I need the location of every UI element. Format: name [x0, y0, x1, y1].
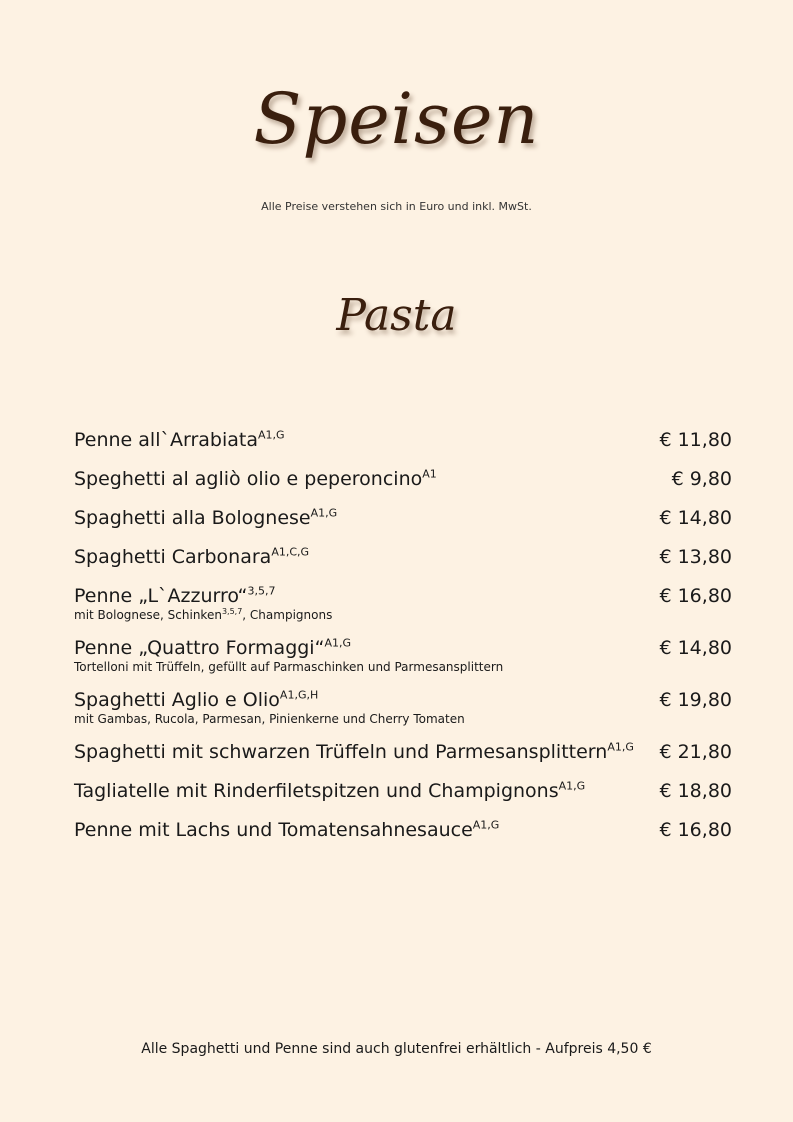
- page-title: Speisen: [253, 78, 540, 160]
- menu-item-price: € 14,80: [659, 507, 732, 529]
- menu-item-price: € 9,80: [671, 468, 732, 490]
- section-title: Pasta: [336, 290, 457, 341]
- menu-item-price: € 21,80: [659, 741, 732, 763]
- allergen-codes: 3,5,7: [247, 584, 276, 598]
- menu-item: [74, 465, 732, 493]
- menu-list: [74, 426, 732, 855]
- menu-item-name: Penne mit Lachs und Tomatensahnesauce: [74, 819, 473, 841]
- menu-item-name: Penne „L`Azzurro“: [74, 585, 248, 607]
- description-text: mit Bolognese, Schinken: [74, 608, 222, 622]
- price-note: Alle Preise verstehen sich in Euro und inkl. MwSt.: [261, 200, 532, 213]
- menu-item-price: € 19,80: [659, 689, 732, 711]
- menu-item-name: Spaghetti alla Bolognese: [74, 507, 311, 529]
- allergen-codes: A1,G: [607, 740, 634, 754]
- allergen-codes: A1,G,H: [279, 688, 319, 702]
- menu-item: [74, 504, 732, 532]
- menu-item: [74, 543, 732, 571]
- menu-item-name: Penne „Quattro Formaggi“: [74, 637, 325, 659]
- allergen-codes: A1,G: [324, 636, 351, 650]
- allergen-codes: A1,G: [310, 506, 338, 520]
- menu-item-price: € 14,80: [659, 637, 732, 659]
- menu-item: [74, 816, 732, 844]
- menu-item: [74, 634, 732, 675]
- menu-item-name: Spaghetti mit schwarzen Trüffeln und Parmesansplittern: [74, 741, 608, 763]
- menu-item-description: mit Gambas, Rucola, Parmesan, Pinienkerne und Cherry Tomaten: [74, 712, 465, 726]
- menu-item-price: € 11,80: [659, 429, 732, 451]
- description-allergen-codes: 3,5,7: [221, 607, 243, 616]
- menu-item: [74, 426, 732, 454]
- menu-item: [74, 738, 732, 766]
- menu-item-price: € 13,80: [659, 546, 732, 568]
- allergen-codes: A1,G: [558, 779, 586, 793]
- menu-item-name: Penne all`Arrabiata: [74, 429, 258, 451]
- menu-item: [74, 777, 732, 805]
- menu-item: [74, 686, 732, 727]
- gluten-free-note: Alle Spaghetti und Penne sind auch glutenfrei erhältlich - Aufpreis 4,50 €: [141, 1041, 652, 1057]
- allergen-codes: A1,C,G: [271, 545, 310, 559]
- menu-item-name: Speghetti al agliò olio e peperoncino: [74, 468, 423, 490]
- menu-item-description: [74, 608, 732, 623]
- description-text-end: , Champignons: [242, 608, 333, 622]
- menu-item-name: Spaghetti Aglio e Olio: [74, 689, 280, 711]
- menu-item-price: € 16,80: [659, 819, 732, 841]
- menu-item-price: € 18,80: [659, 780, 732, 802]
- menu-item-name: Tagliatelle mit Rinderfiletspitzen und Champignons: [74, 780, 559, 802]
- menu-item-price: € 16,80: [659, 585, 732, 607]
- allergen-codes: A1,G: [472, 818, 500, 832]
- menu-item-name: Spaghetti Carbonara: [74, 546, 272, 568]
- menu-item-description: Tortelloni mit Trüffeln, gefüllt auf Parmaschinken und Parmesansplittern: [74, 660, 504, 674]
- allergen-codes: A1: [422, 467, 437, 481]
- allergen-codes: A1,G: [258, 428, 285, 442]
- menu-item: [74, 582, 732, 623]
